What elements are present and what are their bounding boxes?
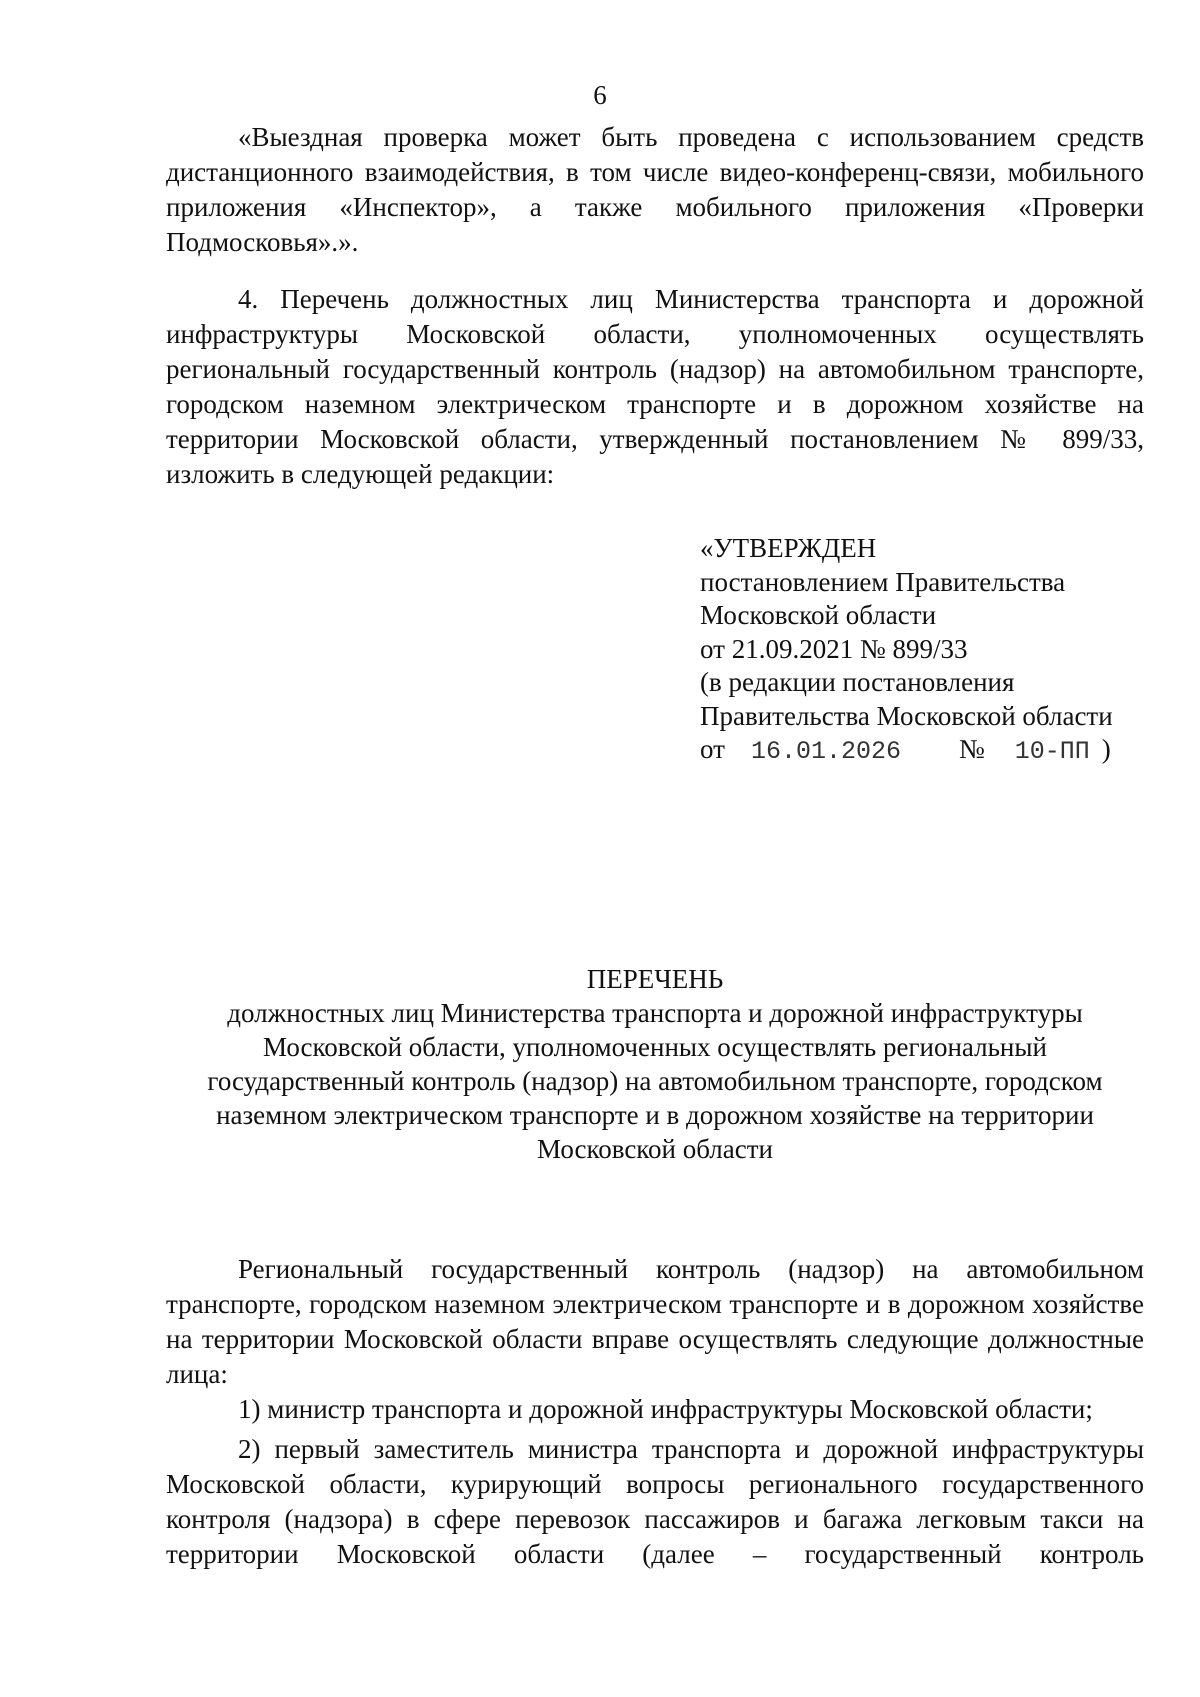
approval-line-approved: «УТВЕРЖДЕН — [700, 533, 877, 563]
list-title-block — [166, 962, 1144, 1166]
title-subtitle-line: Московской области, уполномоченных осуществлять региональный — [263, 1032, 1047, 1062]
approval-number-sign: № — [958, 734, 985, 764]
approval-line-government: Правительства Московской области — [700, 700, 1113, 731]
title-subtitle-line: должностных лиц Министерства транспорта и дорожной инфраструктуры — [227, 998, 1083, 1028]
approval-line-stamp — [700, 733, 1160, 769]
list-item-first-deputy: 2) первый заместитель министра транспорта и дорожной инфраструктуры Московской области, курирующий вопросы регионального государственного контроля (надзора) в сфере перевозок пассажиров и багажа легковым такси на территории Московской области (далее – государственный контроль — [166, 1434, 1144, 1569]
paragraph-officials-intro: Региональный государственный контроль (надзор) на автомобильном транспорте, городском наземном электрическом транспорте и в дорожном хозяйстве на территории Московской области вправе осуществлять следующие должностные лица: — [166, 1254, 1144, 1389]
approval-closing-paren: ) — [1101, 734, 1111, 764]
approval-line-edition: (в редакции постановления — [700, 667, 1015, 697]
document-title: ПЕРЕЧЕНЬ — [586, 964, 724, 994]
approval-line-resolution: постановлением Правительства — [700, 566, 1066, 597]
stamp-date: 16.01.2026 — [750, 737, 901, 766]
title-subtitle-line: государственный контроль (надзор) на автомобильном транспорте, городском — [207, 1066, 1103, 1096]
paragraph-remote-inspection: «Выездная проверка может быть проведена с использованием средств дистанционного взаимодействия, в том числе видео-конференц-связи, мобильного приложения «Инспектор», а также мобильного приложения «Проверки Подмосковья».». — [166, 122, 1144, 257]
title-subtitle-line: наземном электрическом транспорте и в дорожном хозяйстве на территории — [216, 1100, 1094, 1130]
approval-line-date-number: от 21.09.2021 № 899/33 — [700, 633, 968, 664]
page-number: 6 — [593, 80, 607, 110]
approval-line-region: Московской области — [700, 600, 937, 630]
approval-block — [700, 532, 1160, 769]
paragraph-item-4: 4. Перечень должностных лиц Министерства транспорта и дорожной инфраструктуры Московской области, уполномоченных осуществлять региональный государственный контроль (надзор) на автомобильном транспорте, городском наземном электрическом транспорте и в дорожном хозяйстве на территории Московской области, утвержденный постановлением № 899/33, изложить в следующей редакции: — [166, 284, 1144, 489]
list-item-minister: 1) министр транспорта и дорожной инфраструктуры Московской области; — [238, 1394, 1093, 1424]
approval-from-label: от — [700, 734, 725, 764]
title-subtitle-line: Московской области — [536, 1134, 773, 1164]
stamp-number: 10-ПП — [1014, 737, 1090, 766]
